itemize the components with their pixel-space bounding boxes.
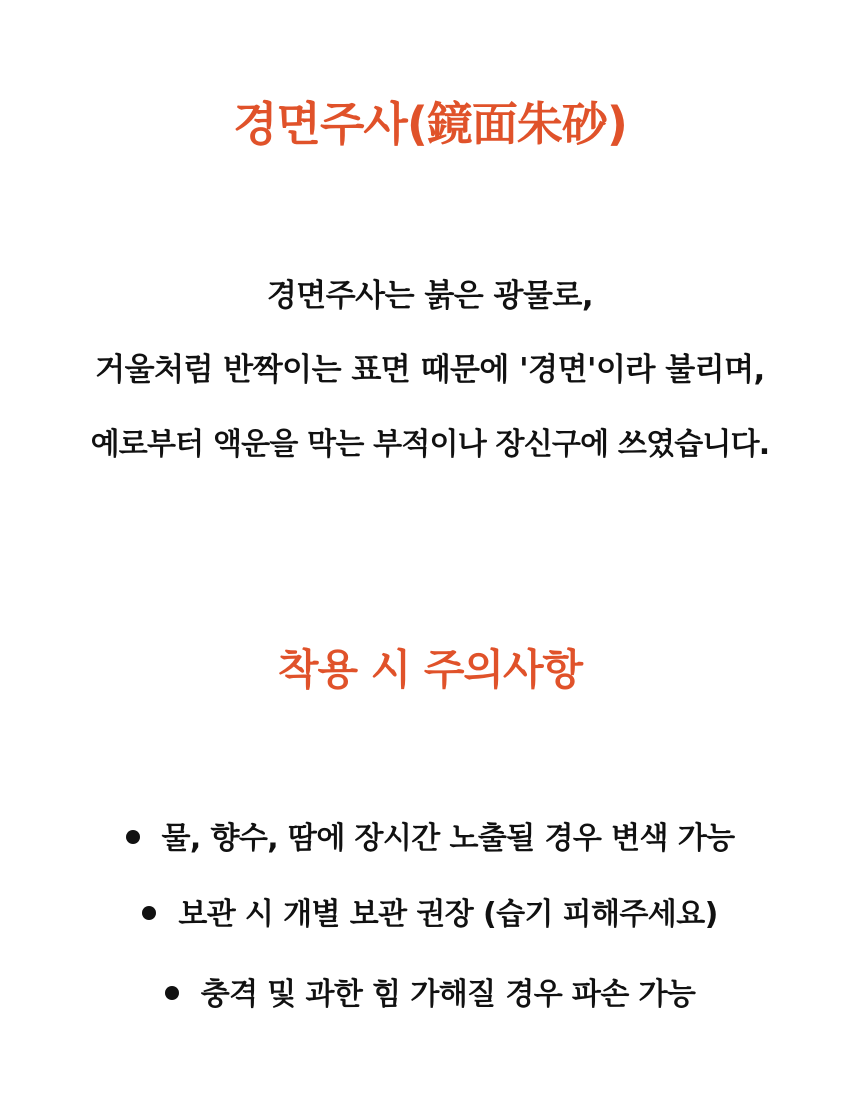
caution-item-text: 물, 향수, 땀에 장시간 노출될 경우 변색 가능: [161, 821, 735, 856]
description-line: 경면주사는 붉은 광물로,: [266, 278, 594, 314]
caution-item-text: 보관 시 개별 보관 권장 (습기 피해주세요): [178, 897, 718, 932]
bullet-icon: [165, 986, 179, 1000]
page-title: 경면주사(鏡面朱砂): [233, 97, 627, 151]
caution-item-text: 충격 및 과한 힘 가해질 경우 파손 가능: [200, 977, 696, 1012]
bullet-icon: [126, 830, 140, 844]
description-line: 예로부터 액운을 막는 부적이나 장신구에 쓰였습니다.: [90, 427, 770, 462]
caution-item: [0, 895, 860, 935]
description-line: 거울처럼 반짝이는 표면 때문에 '경면'이라 불리며,: [95, 352, 765, 388]
caution-heading: 착용 시 주의사항: [277, 645, 583, 694]
caution-item: [0, 819, 860, 859]
bullet-icon: [142, 906, 156, 920]
caution-item: [0, 975, 860, 1015]
